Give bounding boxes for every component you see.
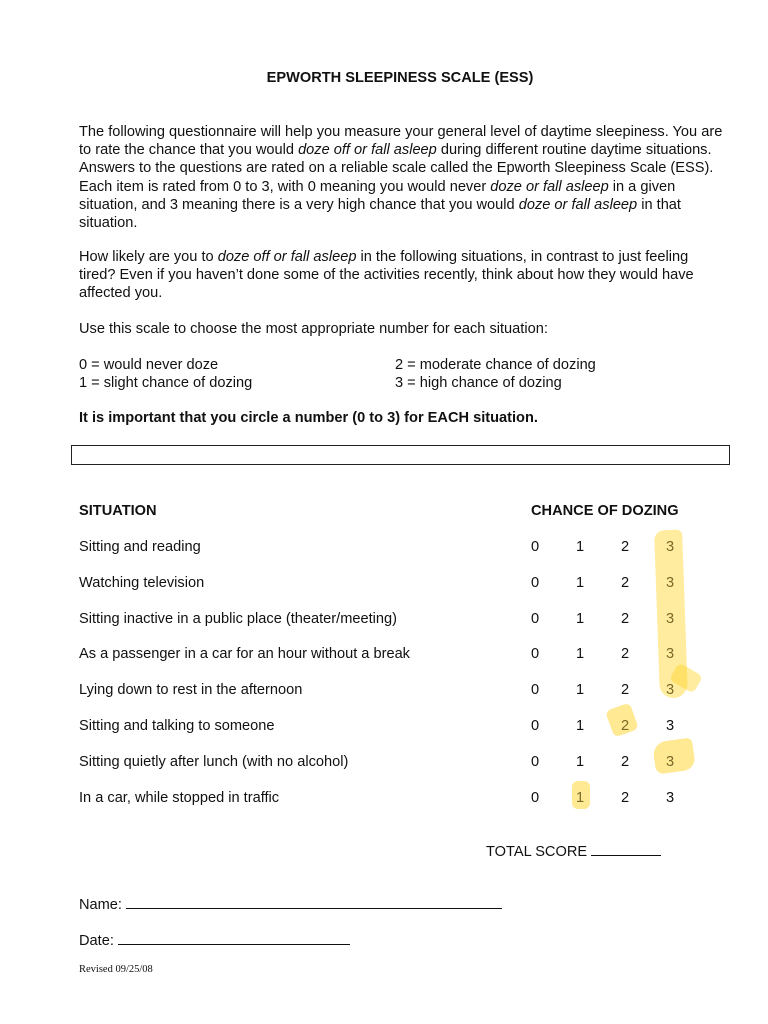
- name-label: Name:: [79, 897, 122, 913]
- situation-row: [79, 539, 739, 559]
- situation-row: [79, 646, 739, 666]
- rating-option-0[interactable]: 0: [530, 646, 540, 663]
- intro-paragraph: [79, 123, 724, 232]
- rating-option-1[interactable]: 1: [575, 789, 585, 806]
- intro-text-4: in that situation.: [79, 196, 681, 232]
- rating-option-0[interactable]: 0: [530, 539, 540, 555]
- situation-label: Lying down to rest in the afternoon: [79, 682, 303, 699]
- intro-italic-2: doze or fall asleep: [490, 178, 609, 195]
- scale-intro: Use this scale to choose the most appropriate number for each situation:: [79, 321, 548, 337]
- name-line[interactable]: [126, 895, 502, 909]
- rating-option-0[interactable]: 0: [530, 682, 540, 699]
- intro-text-3: in a given situation, and 3 meaning there is a very high chance that you would: [79, 178, 676, 213]
- situation-label: Sitting inactive in a public place (theater/meeting): [79, 610, 397, 627]
- rating-option-2[interactable]: 2: [620, 789, 630, 806]
- situation-label: As a passenger in a car for an hour without a break: [79, 646, 410, 663]
- rating-option-1[interactable]: 1: [575, 753, 585, 770]
- question-text-2: in the following situations, in contrast to just feeling tired? Even if you haven’t done some of the activities recently, think about how they would have affected you.: [79, 249, 694, 302]
- intro-text-1: The following questionnaire will help you measure your general level of daytime sleepiness. You are to rate the chance that you would: [79, 124, 723, 159]
- question-text-1: How likely are you to: [79, 249, 218, 265]
- scale-3: 3 = high chance of dozing: [395, 375, 562, 391]
- situation-label: Watching television: [79, 574, 205, 591]
- rating-option-0[interactable]: 0: [530, 753, 540, 770]
- name-field: [79, 895, 502, 913]
- scale-legend: [79, 356, 699, 392]
- situation-header: SITUATION: [79, 503, 157, 519]
- rating-option-3[interactable]: 3: [665, 646, 675, 663]
- rating-option-3[interactable]: 3: [665, 789, 675, 806]
- rating-option-2[interactable]: 2: [620, 539, 630, 555]
- rating-option-3[interactable]: 3: [665, 539, 675, 555]
- intro-italic-3: doze or fall asleep: [518, 196, 638, 213]
- document-title: EPWORTH SLEEPINESS SCALE (ESS): [266, 70, 534, 86]
- date-label: Date:: [79, 933, 114, 949]
- situation-row: [79, 754, 739, 774]
- rating-option-3[interactable]: 3: [665, 718, 675, 734]
- chance-header: CHANCE OF DOZING: [531, 503, 679, 519]
- rating-option-1[interactable]: 1: [575, 682, 585, 699]
- situation-label: Sitting and talking to someone: [79, 718, 275, 734]
- revised-note: Revised 09/25/08: [79, 964, 153, 975]
- rating-option-1[interactable]: 1: [575, 574, 585, 591]
- rating-option-1[interactable]: 1: [575, 610, 585, 627]
- rating-option-0[interactable]: 0: [530, 718, 540, 734]
- situation-row: [79, 718, 739, 738]
- intro-italic-1: doze off or fall asleep: [298, 142, 437, 159]
- rating-option-3[interactable]: 3: [665, 574, 675, 591]
- question-italic: doze off or fall asleep: [217, 249, 357, 265]
- empty-box: [71, 445, 730, 465]
- rating-option-2[interactable]: 2: [620, 718, 630, 734]
- situation-row: [79, 611, 739, 631]
- situation-label: In a car, while stopped in traffic: [79, 789, 280, 806]
- rating-option-2[interactable]: 2: [620, 646, 630, 663]
- situation-row: [79, 682, 739, 702]
- scale-2: 2 = moderate chance of dozing: [395, 357, 596, 373]
- date-line[interactable]: [118, 931, 350, 945]
- rating-option-2[interactable]: 2: [620, 682, 630, 699]
- intro-text-2: during different routine daytime situations. Answers to the questions are rated on a reliable scale called the Epworth Sleepiness Scale (ESS). Each item is rated from 0 to 3, with 0 meaning you would never: [79, 142, 714, 195]
- total-score-line[interactable]: [591, 841, 661, 856]
- rating-option-3[interactable]: 3: [665, 682, 675, 699]
- situation-label: Sitting and reading: [79, 539, 201, 555]
- rating-option-0[interactable]: 0: [530, 574, 540, 591]
- rating-option-1[interactable]: 1: [575, 718, 585, 734]
- rating-option-2[interactable]: 2: [620, 753, 630, 770]
- rating-option-1[interactable]: 1: [575, 646, 585, 663]
- rating-option-0[interactable]: 0: [530, 789, 540, 806]
- scale-1: 1 = slight chance of dozing: [79, 375, 253, 391]
- total-score-label: TOTAL SCORE: [486, 844, 588, 860]
- rating-option-2[interactable]: 2: [620, 610, 630, 627]
- important-note: It is important that you circle a number (0 to 3) for EACH situation.: [79, 410, 538, 426]
- rating-option-0[interactable]: 0: [530, 610, 540, 627]
- rating-option-2[interactable]: 2: [620, 574, 630, 591]
- scale-0: 0 = would never doze: [79, 357, 219, 373]
- situation-row: [79, 790, 739, 810]
- situation-row: [79, 575, 739, 595]
- question-paragraph: [79, 248, 724, 303]
- situation-label: Sitting quietly after lunch (with no alcohol): [79, 753, 349, 770]
- total-score: [486, 841, 661, 860]
- date-field: [79, 931, 350, 949]
- rating-option-3[interactable]: 3: [665, 753, 675, 770]
- rating-option-3[interactable]: 3: [665, 610, 675, 627]
- rating-option-1[interactable]: 1: [575, 539, 585, 555]
